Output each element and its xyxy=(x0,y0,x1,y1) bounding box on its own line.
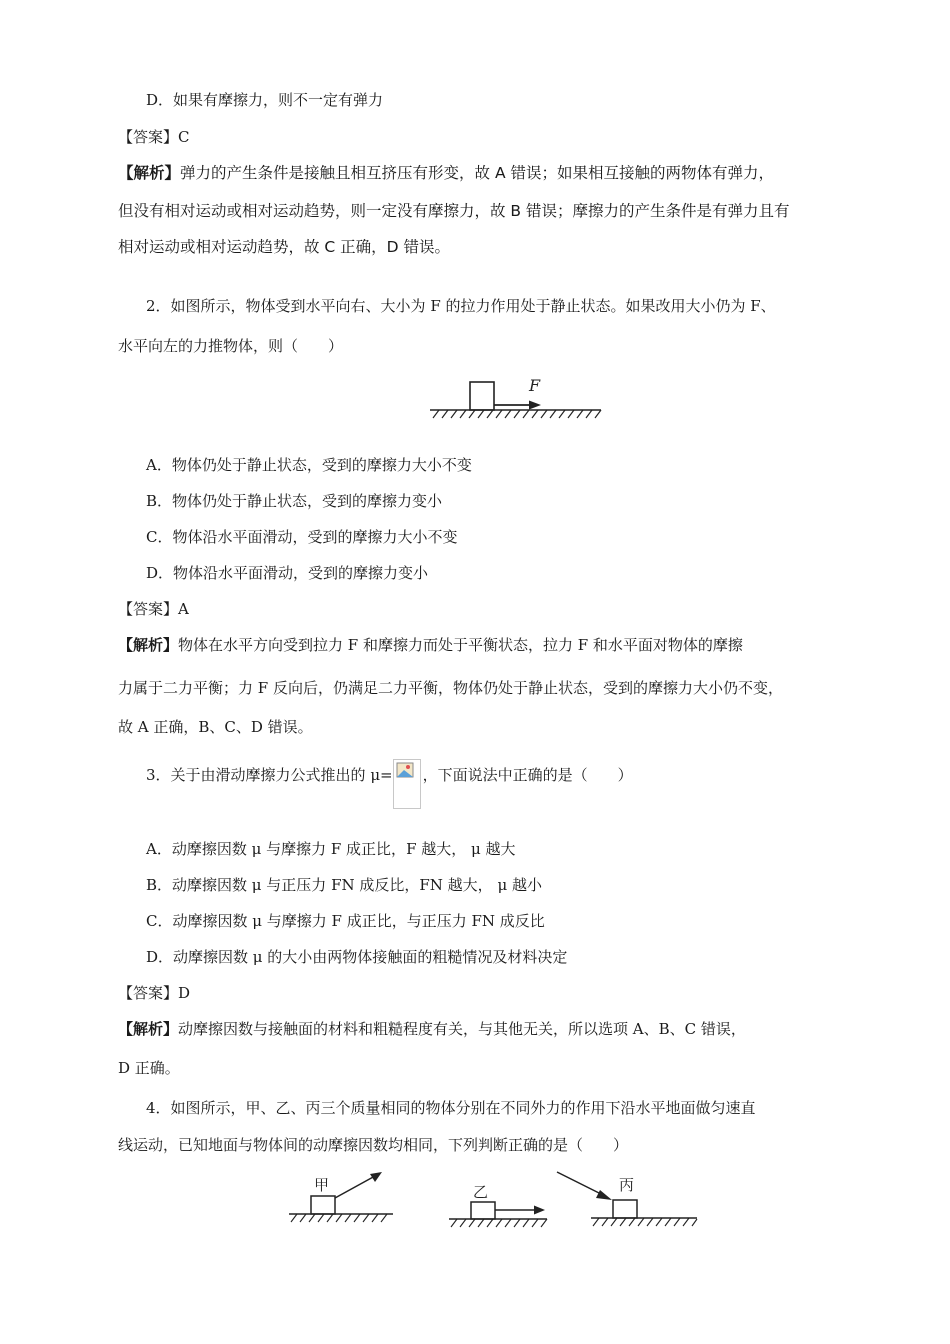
explanation-tag: 【解析】 xyxy=(118,1020,179,1038)
q4-figure xyxy=(285,1168,715,1238)
q4-block-jia-group xyxy=(289,1172,393,1222)
q2-figure xyxy=(425,372,605,432)
q4-block-jia xyxy=(311,1196,335,1214)
q3-option-b: B．动摩擦因数 μ 与正压力 FN 成反比，FN 越大， μ 越小 xyxy=(146,876,542,894)
q2-ground-hatch xyxy=(433,410,601,418)
q3-stem-prefix: 3．关于由滑动摩擦力公式推出的 μ= xyxy=(146,766,393,784)
q1-option-d: D．如果有摩擦力，则不一定有弹力 xyxy=(146,91,384,109)
q4-arrowhead-yi xyxy=(534,1206,545,1215)
q4-block-yi-group xyxy=(449,1183,547,1227)
q3-stem-suffix: ，下面说法中正确的是（ ） xyxy=(422,766,633,784)
q2-option-d: D．物体沿水平面滑动，受到的摩擦力变小 xyxy=(146,564,429,582)
q4-label-bing: 丙 xyxy=(619,1176,635,1194)
q2-explanation-line3: 故 A 正确，B、C、D 错误。 xyxy=(118,718,313,736)
q4-label-jia: 甲 xyxy=(314,1176,330,1194)
q2-force-label: F xyxy=(529,376,541,395)
q3-option-c: C．动摩擦因数 μ 与摩擦力 F 成正比，与正压力 FN 成反比 xyxy=(146,912,545,930)
q1-explanation-line1 xyxy=(118,163,774,183)
explanation-text: 动摩擦因数与接触面的材料和粗糙程度有关，与其他无关，所以选项 A、B、C 错误， xyxy=(178,1020,746,1038)
explanation-tag: 【解析】 xyxy=(118,164,181,182)
q4-force-bing xyxy=(557,1172,603,1195)
explanation-text: 物体在水平方向受到拉力 F 和摩擦力而处于平衡状态，拉力 F 和水平面对物体的摩擦 xyxy=(178,636,743,654)
q3-explanation-line2: D 正确。 xyxy=(118,1059,180,1077)
q2-arrowhead xyxy=(529,401,541,410)
q2-block xyxy=(470,382,494,410)
q2-stem-line1: 2．如图所示，物体受到水平向右、大小为 F 的拉力作用处于静止状态。如果改用大小仍为 F、 xyxy=(146,297,776,315)
q4-label-yi: 乙 xyxy=(473,1183,489,1201)
q4-force-jia xyxy=(335,1176,375,1198)
q3-answer: 【答案】D xyxy=(118,984,191,1002)
q1-explanation-line2: 但没有相对运动或相对运动趋势，则一定没有摩擦力，故 B 错误；摩擦力的产生条件是有弹力且有 xyxy=(118,202,790,220)
explanation-text: 弹力的产生条件是接触且相互挤压有形变，故 A 错误；如果相互接触的两物体有弹力， xyxy=(180,164,774,182)
q4-block-yi xyxy=(471,1202,495,1219)
q4-arrowhead-bing xyxy=(596,1190,612,1200)
q4-block-bing xyxy=(613,1200,637,1218)
q4-stem-line1: 4．如图所示，甲、乙、丙三个质量相同的物体分别在不同外力的作用下沿水平地面做匀速直 xyxy=(146,1099,756,1117)
q3-formula-image xyxy=(393,759,421,809)
q2-option-b: B．物体仍处于静止状态，受到的摩擦力变小 xyxy=(146,492,443,510)
q4-block-bing-group xyxy=(557,1172,697,1226)
q1-explanation-line3: 相对运动或相对运动趋势，故 C 正确，D 错误。 xyxy=(118,238,451,256)
q2-stem-line2: 水平向左的力推物体，则（ ） xyxy=(118,337,344,355)
q4-stem-line2: 线运动，已知地面与物体间的动摩擦因数均相同，下列判断正确的是（ ） xyxy=(118,1136,629,1154)
q2-option-c: C．物体沿水平面滑动，受到的摩擦力大小不变 xyxy=(146,528,458,546)
q1-answer: 【答案】C xyxy=(118,128,190,146)
q3-explanation-line1 xyxy=(118,1019,746,1039)
q2-answer: 【答案】A xyxy=(118,600,189,618)
q2-explanation-line1 xyxy=(118,635,743,655)
q3-option-d: D．动摩擦因数 μ 的大小由两物体接触面的粗糙情况及材料决定 xyxy=(146,948,568,966)
q2-option-a: A．物体仍处于静止状态，受到的摩擦力大小不变 xyxy=(146,456,472,474)
q2-explanation-line2: 力属于二力平衡；力 F 反向后，仍满足二力平衡，物体仍处于静止状态，受到的摩擦力大小仍不变， xyxy=(118,679,783,697)
q3-stem xyxy=(146,765,633,809)
explanation-tag: 【解析】 xyxy=(118,636,179,654)
q3-option-a: A．动摩擦因数 μ 与摩擦力 F 成正比，F 越大， μ 越大 xyxy=(146,840,516,858)
